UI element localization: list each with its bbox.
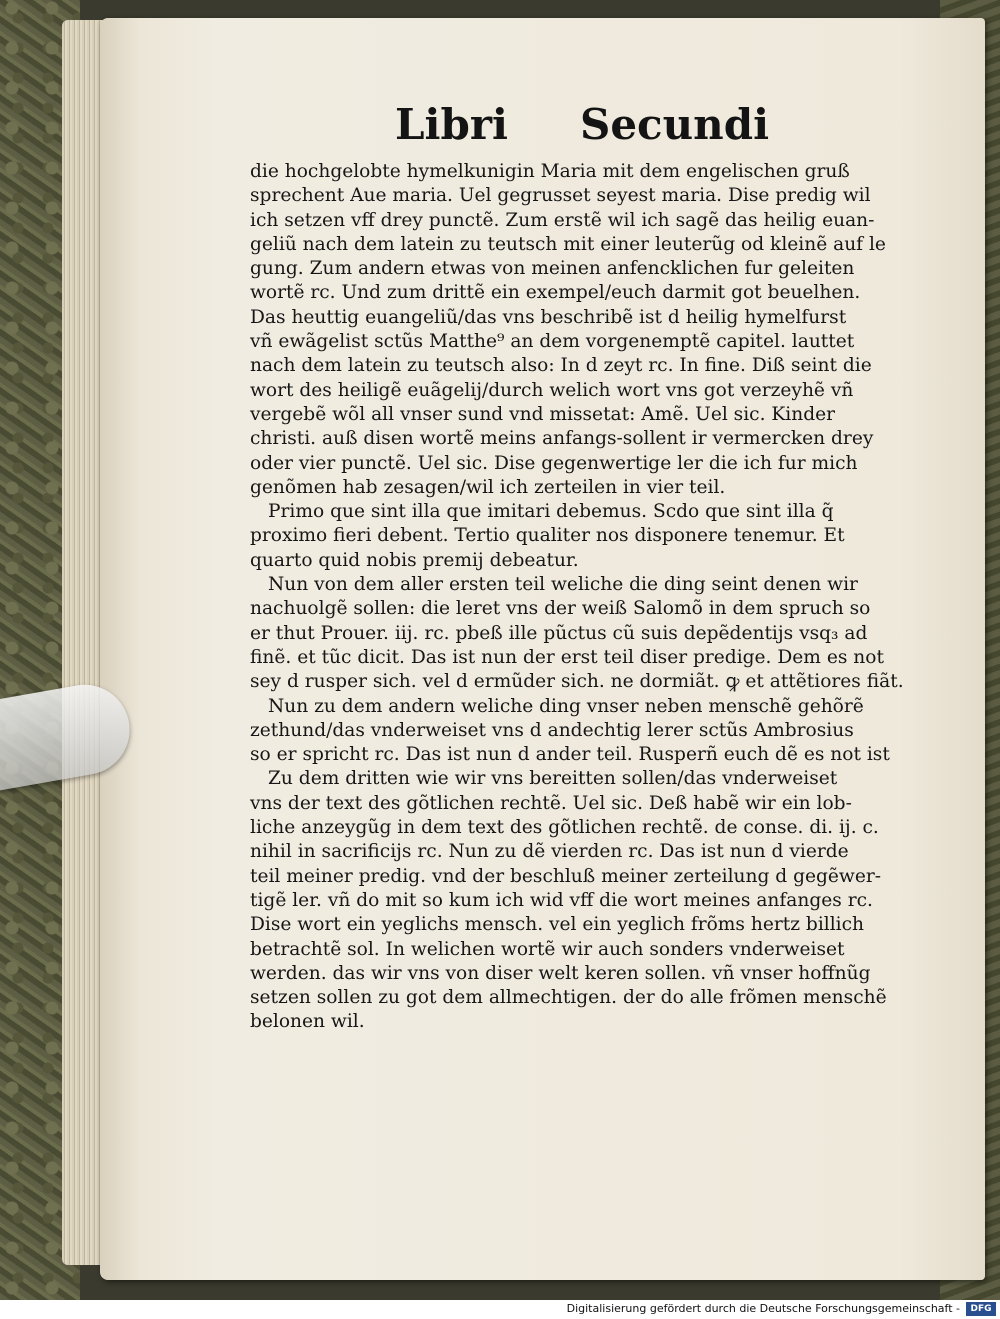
text-line: ich setzen vff drey punctẽ. Zum erstẽ wil ich sagẽ das heilig euan-: [250, 209, 875, 231]
text-line: er thut Prouer. iij. rc. pbeß ille pũctus cũ suis depẽdentijs vsq₃ ad: [250, 622, 868, 644]
text-line: Zu dem dritten wie wir vns bereitten sollen/das vnderweiset: [268, 768, 838, 790]
text-line: teil meiner predig. vnd der beschluß meiner zerteilung d gegẽwer-: [250, 865, 881, 887]
text-line: genõmen hab zesagen/wil ich zerteilen in vier teil.: [250, 476, 726, 498]
header-secundi: Secundi: [580, 100, 770, 149]
text-line: vñ ewãgelist sctũs Matthe⁹ an dem vorgenemptẽ capitel. lauttet: [250, 331, 855, 353]
text-line: liche anzeygũg in dem text des gõtlichen rechtẽ. de conse. di. ij. c.: [250, 817, 879, 839]
text-line: werden. das wir vns von diser welt keren sollen. vñ vnser hoffnũg: [250, 962, 871, 984]
text-line: Dise wort ein yeglichs mensch. vel ein yeglich frõms hertz billich: [250, 914, 865, 936]
text-line: finẽ. et tũc dicit. Das ist nun der erst teil diser predige. Dem es not: [250, 646, 884, 668]
text-line: belonen wil.: [250, 1011, 365, 1033]
text-line: Das heuttig euangeliũ/das vns beschribẽ ist d heilig hymelfurst: [250, 306, 847, 328]
text-line: nachuolgẽ sollen: die leret vns der weiß Salomõ in dem spruch so: [250, 598, 871, 620]
text-line: Nun von dem aller ersten teil weliche die ding seint denen wir: [268, 574, 858, 596]
text-line: zethund/das vnderweiset vns d andechtig lerer sctũs Ambrosius: [250, 719, 854, 741]
text-line: vns der text des gõtlichen rechtẽ. Uel sic. Deß habẽ wir ein lob-: [250, 792, 852, 814]
text-line: Nun zu dem andern weliche ding vnser neben menschẽ gehõrẽ: [268, 695, 864, 717]
text-line: Primo que sint illa que imitari debemus. Scdo que sint illa q̃: [268, 501, 834, 523]
body-text: [250, 160, 904, 1035]
text-line: sey d rusper sich. vel d ermũder sich. ne dormiãt. ꝙ et attẽtiores fiãt.: [250, 671, 904, 693]
text-line: so er spricht rc. Das ist nun d ander teil. Rusperñ euch dẽ es not ist: [250, 744, 890, 766]
text-line: nihil in sacrificijs rc. Nun zu dẽ vierden rc. Das ist nun d vierde: [250, 841, 849, 863]
text-line: quarto quid nobis premij debeatur.: [250, 549, 579, 571]
text-line: sprechent Aue maria. Uel gegrusset seyest maria. Dise predig wil: [250, 185, 871, 207]
text-line: wort des heiligẽ euãgelij/durch welich wort vns got verzeyhẽ vñ: [250, 379, 854, 401]
text-line: wortẽ rc. Und zum drittẽ ein exempel/euch darmit got beuelhen.: [250, 282, 861, 304]
footer-bar: [0, 1300, 1000, 1319]
text-line: christi. auß disen wortẽ meins anfangs-sollent ir vermercken drey: [250, 428, 874, 450]
text-line: proximo fieri debent. Tertio qualiter nos disponere tenemur. Et: [250, 525, 845, 547]
dfg-logo: DFG: [966, 1302, 996, 1316]
text-line: oder vier punctẽ. Uel sic. Dise gegenwertige ler die ich fur mich: [250, 452, 858, 474]
text-line: setzen sollen zu got dem allmechtigen. der do alle frõmen menschẽ: [250, 987, 887, 1009]
text-line: die hochgelobte hymelkunigin Maria mit dem engelischen gruß: [250, 161, 850, 182]
text-line: betrachtẽ sol. In welichen wortẽ wir auch sonders vnderweiset: [250, 938, 845, 960]
digitization-credit: Digitalisierung gefördert durch die Deutsche Forschungsgemeinschaft -: [566, 1302, 960, 1315]
running-header: [300, 100, 770, 160]
text-line: gung. Zum andern etwas von meinen anfencklichen fur geleiten: [250, 258, 855, 280]
text-line: tigẽ ler. vñ do mit so kum ich wid vff die wort meines anfanges rc.: [250, 889, 873, 911]
header-libri: Libri: [395, 100, 508, 149]
text-line: nach dem latein zu teutsch also: In d zeyt rc. In fine. Diß seint die: [250, 355, 872, 377]
text-line: vergebẽ wõl all vnser sund vnd missetat: Amẽ. Uel sic. Kinder: [250, 403, 836, 425]
text-line: geliũ nach dem latein zu teutsch mit einer leuterũg od kleinẽ auf le: [250, 233, 886, 255]
